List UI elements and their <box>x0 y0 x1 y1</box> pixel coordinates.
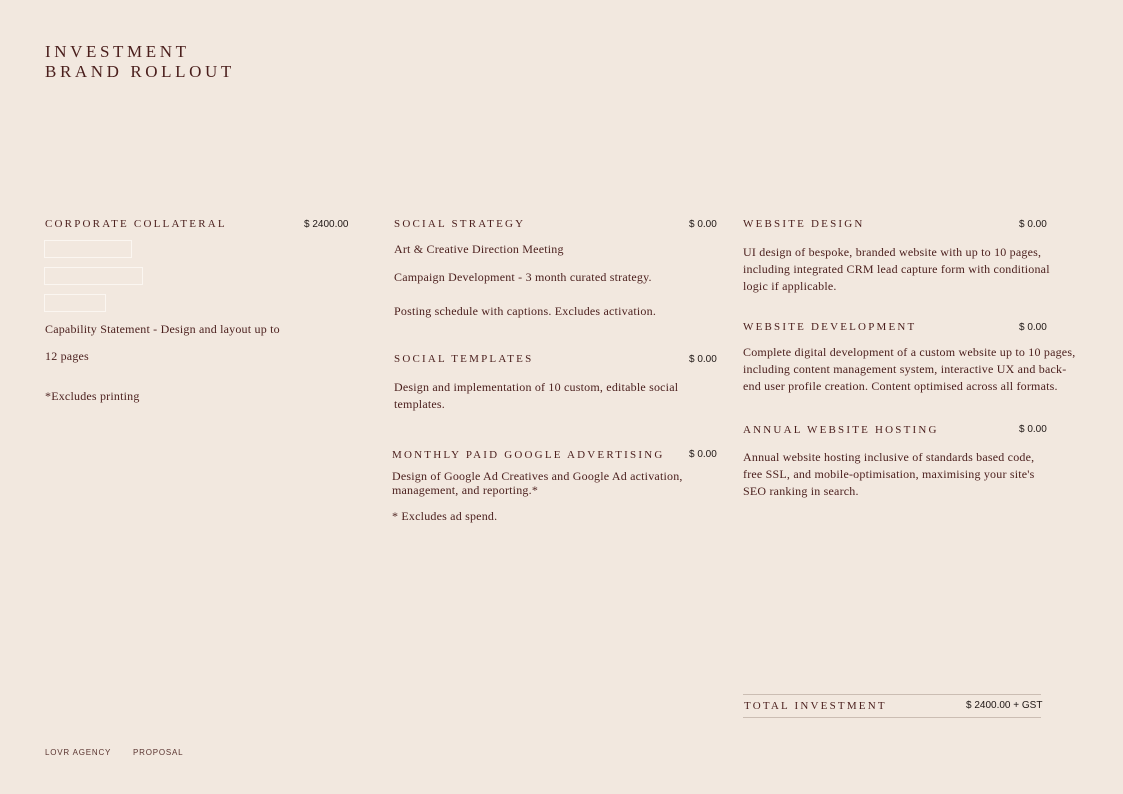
website-development-title: WEBSITE DEVELOPMENT <box>743 321 917 333</box>
social-templates-description: Design and implementation of 10 custom, editable social templates. <box>394 380 679 411</box>
social-strategy-item: Posting schedule with captions. Excludes activation. <box>394 304 657 318</box>
total-value: $ 2400.00 + GST <box>966 700 1043 711</box>
website-development-price: $ 0.00 <box>1019 322 1047 333</box>
collateral-note: *Excludes printing <box>45 389 140 403</box>
website-design-title: WEBSITE DESIGN <box>743 218 865 230</box>
google-ads-price: $ 0.00 <box>689 449 717 460</box>
collateral-line-1: Capability Statement - Design and layout up to <box>45 322 280 336</box>
corporate-collateral-price: $ 2400.00 <box>304 219 349 230</box>
website-development-description: Complete digital development of a custom website up to 10 pages, including content management system, interactive UX and back-end user profile creation. Content optimised across all formats. <box>743 345 1076 393</box>
corporate-collateral-title: CORPORATE COLLATERAL <box>45 218 227 230</box>
website-hosting-description: Annual website hosting inclusive of standards based code, free SSL, and mobile-optimisation, maximising your site's SEO ranking in search. <box>743 450 1035 498</box>
total-bottom-rule <box>743 717 1041 718</box>
social-strategy-price: $ 0.00 <box>689 219 717 230</box>
collateral-line-2: 12 pages <box>45 349 89 363</box>
google-ads-title: MONTHLY PAID GOOGLE ADVERTISING <box>392 449 665 461</box>
empty-input-box-2[interactable] <box>44 267 143 285</box>
website-design-price: $ 0.00 <box>1019 219 1047 230</box>
footer-agency: LOVR AGENCY <box>45 748 112 757</box>
total-top-rule <box>743 694 1041 695</box>
social-strategy-item: Campaign Development - 3 month curated strategy. <box>394 270 652 284</box>
google-ads-note: * Excludes ad spend. <box>392 509 498 523</box>
social-templates-title: SOCIAL TEMPLATES <box>394 353 534 365</box>
footer-document-type: PROPOSAL <box>133 748 184 757</box>
page-title <box>45 42 235 82</box>
empty-input-box-3[interactable] <box>44 294 106 312</box>
total-label: TOTAL INVESTMENT <box>744 700 887 712</box>
website-hosting-price: $ 0.00 <box>1019 424 1047 435</box>
google-ads-description: Design of Google Ad Creatives and Google Ad activation, management, and reporting.* <box>392 469 683 497</box>
social-strategy-title: SOCIAL STRATEGY <box>394 218 526 230</box>
website-hosting-title: ANNUAL WEBSITE HOSTING <box>743 424 939 436</box>
website-design-description: UI design of bespoke, branded website with up to 10 pages, including integrated CRM lead capture form with conditional logic if applicable. <box>743 245 1050 293</box>
empty-input-box-1[interactable] <box>44 240 132 258</box>
social-strategy-item: Art & Creative Direction Meeting <box>394 242 564 256</box>
title-line-2: BRAND ROLLOUT <box>45 62 235 81</box>
social-templates-price: $ 0.00 <box>689 354 717 365</box>
title-line-1: INVESTMENT <box>45 42 190 61</box>
